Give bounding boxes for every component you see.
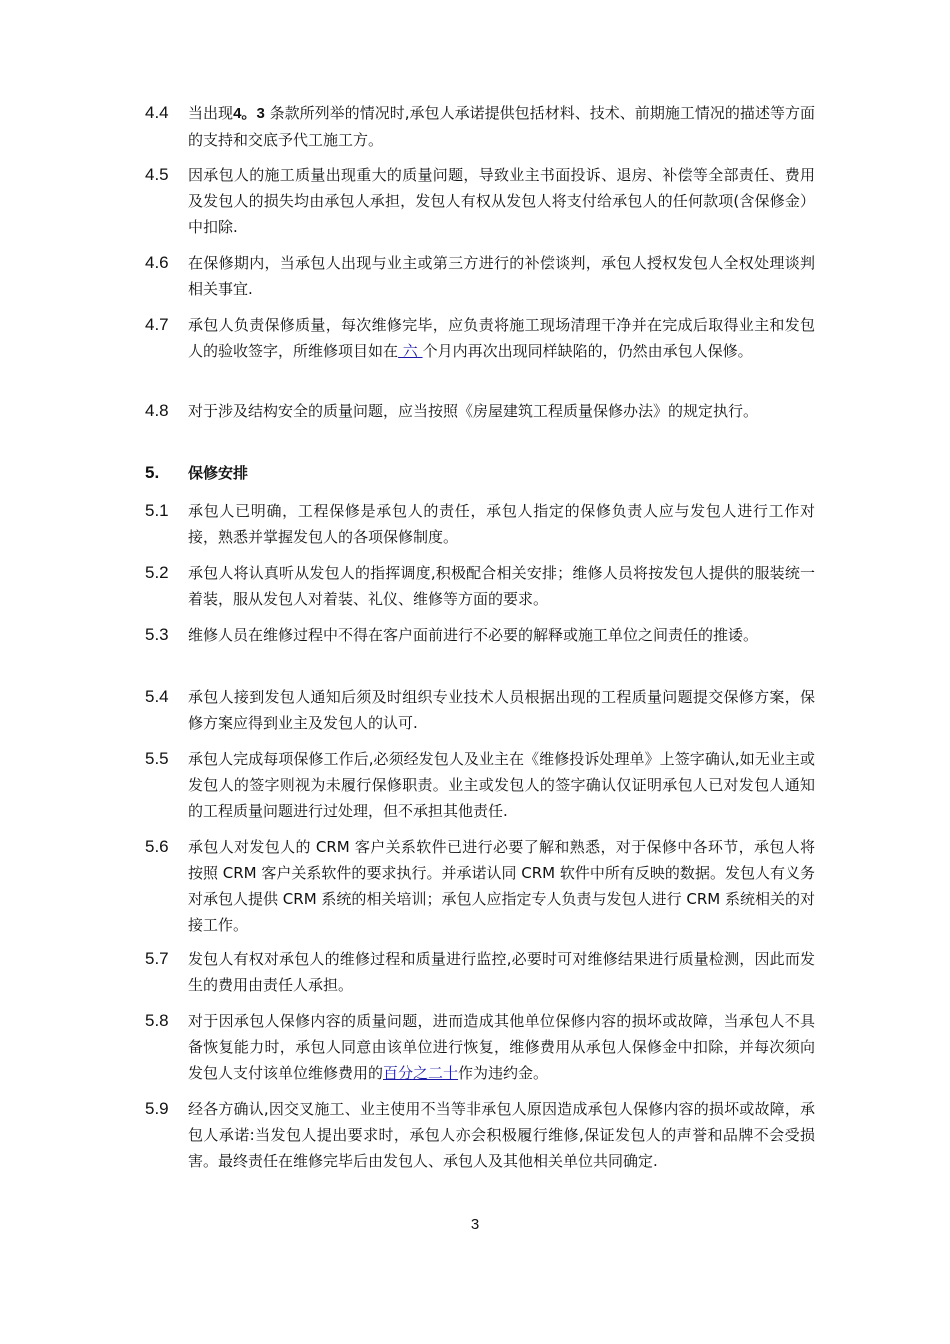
clause-5-7 (145, 946, 815, 998)
clause-text: 因承包人的施工质量出现重大的质量问题，导致业主书面投诉、退房、补偿等全部责任、费用及发包人的损失均由承包人承担，发包人有权从发包人将支付给承包人的任何款项(含保修金）中扣除. (188, 166, 815, 236)
clause-text: 承包人完成每项保修工作后,必须经发包人及业主在《维修投诉处理单》上签字确认,如无业主或发包人的签字则视为未履行保修职责。业主或发包人的签字确认仅证明承包人已对发包人通知的工程质量问题进行过处理，但不承担其他责任. (188, 750, 815, 820)
clause-number: 4.4 (145, 103, 169, 122)
clause-number: 5.6 (145, 837, 169, 856)
clause-number: 4.8 (145, 401, 169, 420)
clause-number: 5.5 (145, 749, 169, 768)
clause-4-4 (145, 100, 815, 153)
clause-4-5 (145, 162, 815, 240)
clause-text: 发包人有权对承包人的维修过程和质量进行监控,必要时可对维修结果进行质量检测，因此而发生的费用由责任人承担。 (188, 950, 815, 994)
clause-text: 承包人将认真听从发包人的指挥调度,积极配合相关安排；维修人员将按发包人提供的服装统一着装，服从发包人对着装、礼仪、维修等方面的要求。 (188, 564, 815, 608)
clause-4-6 (145, 250, 815, 302)
clause-reference: 4。3 (233, 105, 265, 122)
clause-number: 5.8 (145, 1011, 169, 1030)
clause-5-6 (145, 834, 815, 938)
section-number: 5. (145, 463, 160, 482)
clause-text: 承包人负责保修质量，每次维修完毕，应负责将施工现场清理干净并在完成后取得业主和发包人的验收签字，所维修项目如在 六 个月内再次出现同样缺陷的，仍然由承包人保修。 (188, 316, 815, 360)
clause-text: 对于涉及结构安全的质量问题，应当按照《房屋建筑工程质量保修办法》的规定执行。 (188, 402, 759, 420)
clause-text: 承包人接到发包人通知后须及时组织专业技术人员根据出现的工程质量问题提交保修方案，保修方案应得到业主及发包人的认可. (188, 688, 815, 732)
clause-text: 在保修期内，当承包人出现与业主或第三方进行的补偿谈判，承包人授权发包人全权处理谈判相关事宜. (188, 254, 815, 298)
clause-number: 5.9 (145, 1099, 169, 1118)
clause-text: 承包人对发包人的 CRM 客户关系软件已进行必要了解和熟悉，对于保修中各环节，承包人将按照 CRM 客户关系软件的要求执行。并承诺认同 CRM 软件中所有反映的数据。发包人有义务对承包人提供 CRM 系统的相关培训；承包人应指定专人负责与发包人进行 CRM 系统相关的对接工作。 (188, 838, 815, 934)
clause-5-3 (145, 622, 815, 648)
clause-number: 4.7 (145, 315, 169, 334)
clause-5-2 (145, 560, 815, 612)
clause-number: 5.1 (145, 501, 169, 520)
clause-text: 维修人员在维修过程中不得在客户面前进行不必要的解释或施工单位之间责任的推诿。 (188, 626, 759, 644)
clause-4-8 (145, 398, 815, 424)
clause-text: 对于因承包人保修内容的质量问题，进而造成其他单位保修内容的损坏或故障，当承包人不具备恢复能力时，承包人同意由该单位进行恢复，维修费用从承包人保修金中扣除，并每次须向发包人支付该单位维修费用的百分之二十作为违约金。 (188, 1012, 815, 1082)
clause-4-7 (145, 312, 815, 364)
clause-5-4 (145, 684, 815, 736)
page-number: 3 (470, 1216, 480, 1233)
underlined-term: 百分之二十 (383, 1064, 459, 1082)
clause-5-1 (145, 498, 815, 550)
clause-text: 经各方确认,因交叉施工、业主使用不当等非承包人原因造成承包人保修内容的损坏或故障，承包人承诺:当发包人提出要求时，承包人亦会积极履行维修,保证发包人的声誉和品牌不会受损害。最终责任在维修完毕后由发包人、承包人及其他相关单位共同确定. (188, 1100, 815, 1170)
clause-number: 5.4 (145, 687, 169, 706)
section-heading-5 (145, 460, 815, 486)
clause-number: 5.2 (145, 563, 169, 582)
clause-5-8 (145, 1008, 815, 1086)
clause-number: 5.7 (145, 949, 169, 968)
clause-5-9 (145, 1096, 815, 1174)
underlined-term: 六 (398, 342, 423, 360)
clause-5-5 (145, 746, 815, 824)
clause-number: 4.6 (145, 253, 169, 272)
section-title: 保修安排 (188, 464, 249, 482)
clause-number: 5.3 (145, 625, 169, 644)
clause-text: 当出现4。3 条款所列举的情况时,承包人承诺提供包括材料、技术、前期施工情况的描述等方面的支持和交底予代工施工方。 (188, 104, 815, 149)
clause-text: 承包人已明确，工程保修是承包人的责任，承包人指定的保修负责人应与发包人进行工作对接，熟悉并掌握发包人的各项保修制度。 (188, 502, 815, 546)
clause-number: 4.5 (145, 165, 169, 184)
